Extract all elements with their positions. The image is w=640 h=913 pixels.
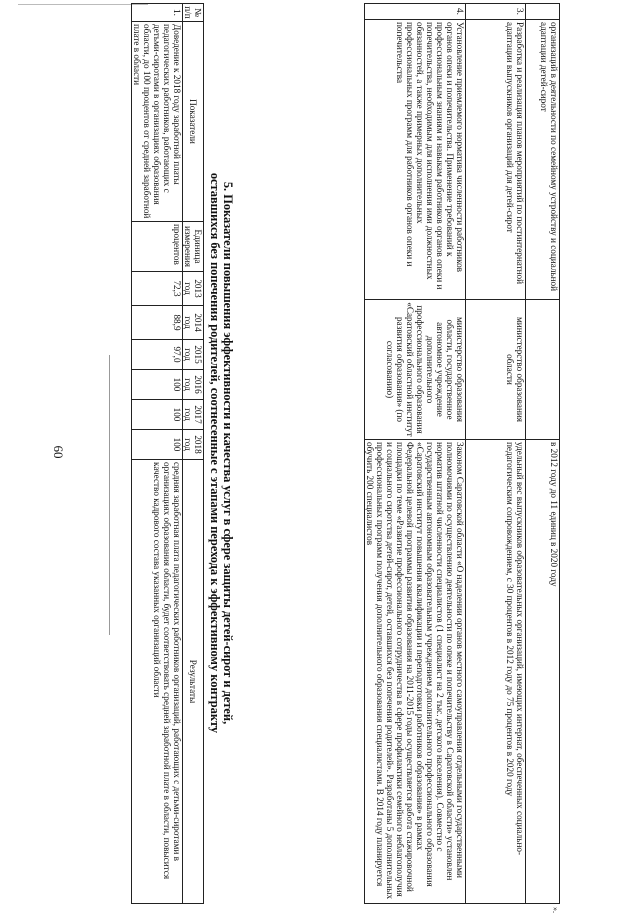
column-header: 2013 год: [183, 272, 204, 306]
value-2014: 88,9: [132, 306, 183, 340]
column-header: Единица измерения: [183, 222, 204, 272]
row-number: 3.: [466, 4, 526, 20]
column-header: Показатели: [183, 22, 204, 222]
value-2013: 72,3: [132, 272, 183, 306]
value-2018: 100: [132, 430, 183, 460]
column-header: Результаты: [183, 460, 204, 904]
rotated-page-content: [80, 3, 560, 913]
value-2017: 100: [132, 400, 183, 430]
table-row: [466, 4, 526, 904]
indicators-table: [131, 3, 204, 904]
table-header-row: [183, 4, 204, 904]
page-number: 60: [51, 445, 66, 459]
column-header: 2017 год: [183, 400, 204, 430]
executor-cell: министерство образования области: [466, 300, 526, 440]
measure-cell: организаций в деятельности по семейному устройству и социальной адаптации детей-сирот: [526, 20, 560, 300]
column-header: № п/п: [183, 4, 204, 22]
executor-cell: министерство образования области, государственное автономное учреждение дополнительного профессионального образования «Саратовский областной институт развития образования» (по согласованию): [365, 300, 466, 440]
measure-cell: Разработка и реализация планов мероприятий по постинтернатной адаптации выпускников организаций для детей-сирот: [466, 20, 526, 300]
column-header: 2018 год: [183, 430, 204, 460]
results-cell: средняя заработная плата педагогических работников организаций, работающих с детьми-сиротами в организациях образования области, будет соответствовать средней заработной плате в области, повысится качество кадрового состава указанных организаций области: [132, 460, 183, 904]
signature-rule: [109, 355, 110, 635]
table-row: [132, 4, 183, 904]
row-number: 1.: [132, 4, 183, 22]
measures-table: [364, 3, 560, 904]
measure-cell: Установление приемлемого норматива численности работников органов опеки и попечительства. Применение требований к профессиональным знаниям и навыкам работников органов опеки и попечительства, необходимым для исполнения ими должностных обязанностей, а также примерных дополнительных профессиональных программ для работников органов опеки и попечительства: [365, 20, 466, 300]
row-number: [526, 4, 560, 20]
value-2016: 100: [132, 370, 183, 400]
indicator-cell: Доведение к 2018 году заработной платы педагогических работников, работающих с детьми-сиротами в организациях образования области, до 100 процентов от средней заработной плате в области: [132, 22, 183, 222]
column-header: 2015 год: [183, 340, 204, 370]
column-header: 2014 год: [183, 306, 204, 340]
table-row: [526, 4, 560, 904]
result-cell: удельный вес выпускников образовательных организаций, имеющих интернат, обеспеченных социально-педагогическим сопровождением, с 30 процентов в 2012 году до 75 процентов в 2020 году: [466, 440, 526, 904]
result-cell: в 2012 году до 11 единиц в 2020 году: [526, 440, 560, 904]
section-heading-line: 5. Показатели повышения эффективности и качества услуг в сфере защиты детей-сирот и детей,: [221, 181, 235, 725]
table-row: [365, 4, 466, 904]
value-2015: 97,0: [132, 340, 183, 370]
section-heading-line: оставшихся без попечения родителей, соотнесенные с этапами перехода к эффективному контракту: [208, 172, 222, 734]
result-cell: Законом Саратовской области «О наделении органов местного самоуправления отдельными государственными полномочиями по осуществлению деятельности по опеке и попечительству в Саратовской области» установлен норматив штатной численности специалистов (1 специалист на 2 тыс. детского населения). Совместно с государственным автономным образовательным учреждением дополнительного профессионального образования «Саратовский институт повышения квалификации и переподготовки работников образования» в рамках Федеральной целевой программы развития образования на 2011-2015 годы осуществляется работа стажировочной площадки по теме «Развитие профессионального сотрудничества в сфере профилактики семейного неблагополучия и социального сиротства детей-сирот, детей, оставшихся без попечения родителей». Разработаны 5 дополнительных профессиональных программ получения дополнительного образования специалистами. В 2014 году планируется обучить 200 специалистов: [365, 440, 466, 904]
section-heading: [208, 3, 234, 903]
trailing-mark: ».: [551, 907, 560, 913]
unit-cell: процентов: [132, 222, 183, 272]
column-header: 2016 год: [183, 370, 204, 400]
row-number: 4.: [365, 4, 466, 20]
executor-cell: [526, 300, 560, 440]
